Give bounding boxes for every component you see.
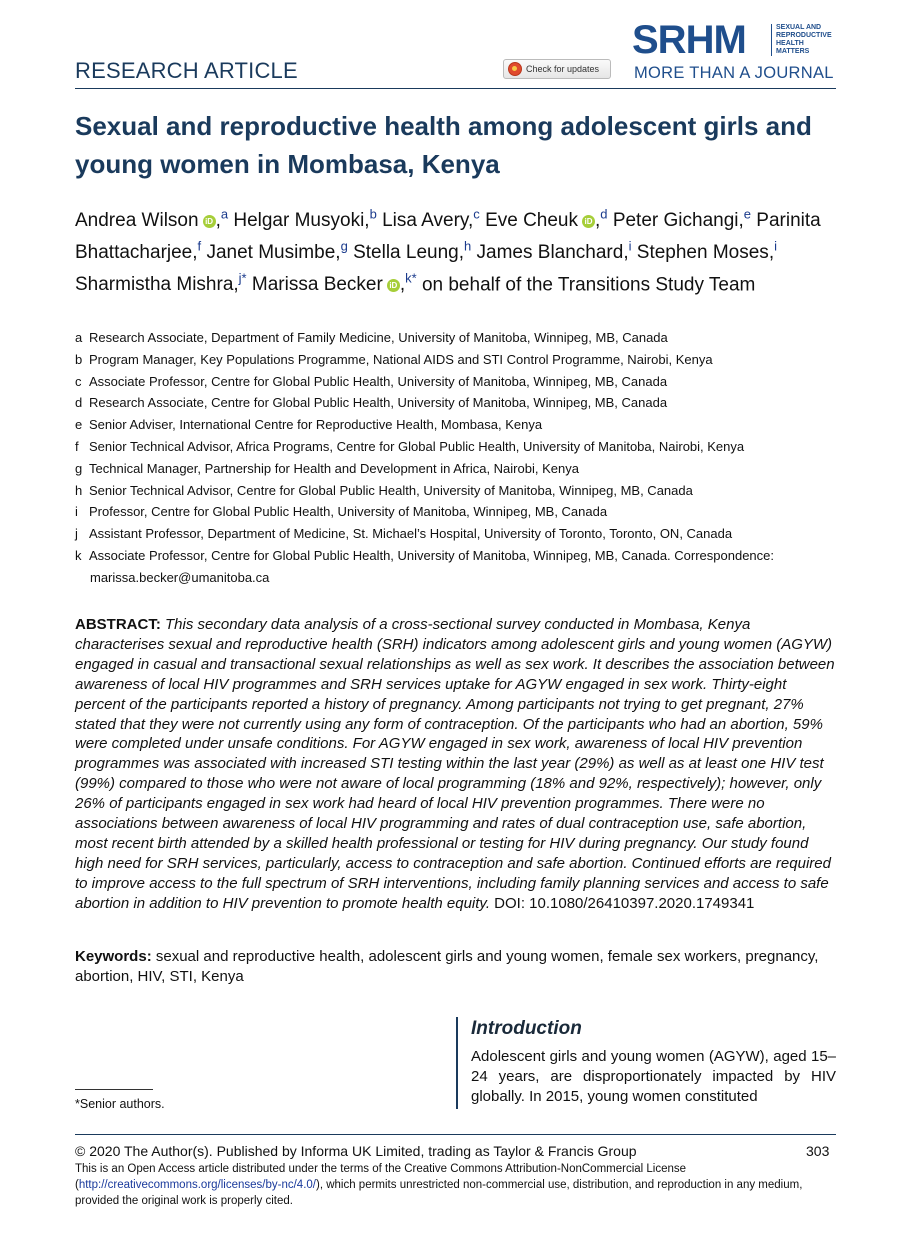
affiliation-text: Associate Professor, Centre for Global Public Health, University of Manitoba, Winnipeg, MB, Canada	[89, 373, 668, 389]
affiliation-item	[75, 545, 837, 567]
author-name: Sharmistha Mishra	[75, 273, 234, 295]
check-for-updates-label: Check for updates	[526, 64, 600, 74]
affiliation-letter: c	[75, 373, 82, 389]
affiliation-letter: j	[75, 526, 78, 542]
license-text: ), which permits unrestricted non-commercial use, distribution, and reproduction in any medium, provided the original work is properly cited.	[75, 1179, 803, 1207]
page-number: 303	[806, 1143, 830, 1159]
affiliation-marker[interactable]: e	[743, 207, 752, 222]
license-text: This is an Open Access article distributed under the terms of the Creative Commons Attribution-NonCommercial License (	[75, 1163, 687, 1191]
author: Eve Cheuk iD ,$^d$	[485, 207, 608, 232]
affiliation-text: Senior Technical Advisor, Africa Programs, Centre for Global Public Health, University of Manitoba, Nairobi, Kenya	[89, 438, 745, 454]
affiliation-marker[interactable]: a	[220, 207, 229, 222]
affiliation-item	[75, 480, 837, 502]
affiliation-item	[75, 349, 837, 371]
check-for-updates-button[interactable]	[503, 59, 611, 79]
author-name: Andrea Wilson	[75, 210, 199, 232]
affiliation-marker[interactable]: h	[464, 238, 472, 254]
article-title: Sexual and reproductive health among adolescent girls and young women in Mombasa, Kenya	[75, 111, 812, 179]
logo-sub-line: MATTERS	[776, 48, 810, 55]
affiliation-list	[75, 327, 837, 589]
correspondence-email[interactable]: marissa.becker@umanitoba.ca	[90, 569, 270, 585]
affiliation-text: Research Associate, Department of Family Medicine, University of Manitoba, Winnipeg, MB, Canada	[89, 330, 668, 345]
author-name: Marissa Becker	[251, 273, 383, 295]
author-name: Janet Musimbe	[206, 242, 336, 264]
affiliation-marker[interactable]: i	[774, 238, 777, 254]
header-divider	[75, 88, 836, 89]
author-name: James Blanchard	[476, 242, 624, 264]
affiliation-item	[75, 327, 837, 349]
author-name: Peter Gichangi	[612, 210, 739, 232]
affiliation-item	[75, 436, 837, 458]
author: Stella Leung,$^h$	[353, 238, 472, 264]
author: Marissa Becker iD ,$^{k*}$	[251, 270, 417, 295]
affiliation-item	[75, 414, 837, 436]
journal-tagline: MORE THAN A JOURNAL	[634, 64, 834, 82]
author-suffix: on behalf of the Transitions Study Team	[421, 273, 756, 295]
affiliation-letter: a	[75, 330, 83, 345]
introduction-heading: Introduction	[471, 1018, 582, 1039]
author: Parinita Bhattacharjee,$^f$	[75, 210, 821, 264]
affiliation-item	[75, 523, 837, 545]
affiliation-letter: h	[75, 482, 83, 498]
affiliation-letter: i	[75, 504, 78, 520]
footer-divider	[75, 1134, 836, 1135]
affiliation-text: Senior Adviser, International Centre for Reproductive Health, Mombasa, Kenya	[89, 417, 543, 433]
author-name: Stella Leung	[353, 242, 459, 264]
affiliation-text: Technical Manager, Partnership for Health and Development in Africa, Nairobi, Kenya	[89, 460, 579, 476]
affiliation-marker[interactable]: i	[628, 238, 632, 254]
orcid-icon[interactable]: iD	[203, 215, 216, 228]
affiliation-letter: f	[75, 438, 79, 454]
keywords	[75, 947, 837, 987]
affiliation-marker[interactable]: g	[340, 238, 348, 254]
abstract-text: This secondary data analysis of a cross-sectional survey conducted in Mombasa, Kenya characterises sexual and reproductive health (SRH) indicators among adolescent girls and young women (AGYW) engaged in casual and transactional sexual relationships as well as sex work. It describes the association between awareness of local HIV programmes and SRH services uptake for AGYW engaged in sex work. Thirty-eight percent of the participants reported a history of pregnancy. Among participants not trying to get pregnant, 27% stated that they were not currently using any form of contraception. Of the participants who had an abortion, 59% were completed under unsafe conditions. For AGYW engaged in sex work, awareness of local HIV prevention programmes was associated with increased STI testing within the last year (29%) as well as at least one HIV test (99%) compared to those who were not aware of local programming (18% and 92%, respectively); however, only 26% of participants engaged in sex work had heard of local HIV prevention programmes. There were no associations between awareness of local HIV programming and rates of dual contraception use, safe abortion, most recent birth attended by a skilled health professional or testing for HIV during pregnancy. Our study found high need for SRH services, particularly, access to contraception and safe abortion. Continued efforts are required to improve access to the full spectrum of SRH interventions, including family planning services and access to safe abortion in addition to HIV prevention to promote health equity.	[75, 616, 835, 912]
affiliation-marker[interactable]: b	[369, 207, 377, 222]
logo-sub-line: HEALTH	[776, 40, 804, 47]
author: Lisa Avery,$^c$	[382, 207, 480, 232]
affiliation-marker[interactable]: f	[197, 238, 202, 254]
logo-sub-line: REPRODUCTIVE	[776, 32, 832, 39]
author-list	[75, 202, 837, 297]
affiliation-letter: g	[75, 460, 83, 476]
footnote-divider	[75, 1089, 153, 1090]
abstract-label: ABSTRACT:	[75, 616, 161, 633]
affiliation-text: Associate Professor, Centre for Global Public Health, University of Manitoba, Winnipeg, MB, Canada. Correspondence:	[89, 547, 775, 563]
introduction-text: Adolescent girls and young women (AGYW), aged 15–24 years, are disproportionately impacted by HIV globally. In 2015, young women constituted	[471, 1048, 836, 1105]
affiliation-item	[75, 501, 837, 523]
affiliation-marker[interactable]: j*	[238, 270, 247, 286]
license-link[interactable]: http://creativecommons.org/licenses/by-nc/4.0/	[78, 1179, 316, 1191]
affiliation-text: Assistant Professor, Department of Medicine, St. Michael’s Hospital, University of Toronto, Toronto, ON, Canada	[89, 526, 733, 542]
affiliation-item	[75, 392, 837, 414]
author-name: Stephen Moses	[636, 242, 769, 264]
crossmark-icon	[508, 62, 522, 76]
affiliation-marker[interactable]: k*	[405, 270, 417, 286]
affiliation-item	[75, 458, 837, 480]
abstract	[75, 615, 837, 914]
journal-logo: SRHM	[632, 18, 746, 62]
author-name: Eve Cheuk	[485, 210, 579, 232]
author: Sharmistha Mishra,$^{j*}$	[75, 270, 247, 295]
author-name: Lisa Avery	[382, 210, 468, 232]
author-name: Helgar Musyoki	[233, 210, 365, 232]
affiliation-marker[interactable]: c	[473, 207, 480, 222]
intro-accent-bar	[456, 1017, 458, 1109]
affiliation-letter: d	[75, 395, 83, 411]
footnote: *Senior authors.	[75, 1097, 165, 1111]
orcid-icon[interactable]: iD	[582, 215, 595, 228]
keywords-text: sexual and reproductive health, adolescent girls and young women, female sex workers, pregnancy, abortion, HIV, STI, Kenya	[75, 948, 819, 985]
author: Helgar Musyoki,$^b$	[233, 207, 377, 232]
affiliation-text: Senior Technical Advisor, Centre for Global Public Health, University of Manitoba, Winnipeg, MB, Canada	[89, 482, 693, 498]
affiliation-text: Research Associate, Centre for Global Public Health, University of Manitoba, Winnipeg, MB, Canada	[89, 395, 668, 411]
affiliation-text: Professor, Centre for Global Public Health, University of Manitoba, Winnipeg, MB, Canada	[89, 504, 608, 520]
author: Peter Gichangi,$^e$	[612, 207, 752, 232]
keywords-label: Keywords:	[75, 948, 152, 965]
orcid-icon[interactable]: iD	[387, 279, 400, 292]
affiliation-item	[75, 371, 837, 393]
affiliation-text: Program Manager, Key Populations Programme, National AIDS and STI Control Programme, Nairobi, Kenya	[89, 351, 713, 367]
copyright: © 2020 The Author(s). Published by Informa UK Limited, trading as Taylor & Francis Group	[75, 1143, 637, 1159]
journal-logo-subtitle	[771, 24, 832, 56]
affiliation-marker[interactable]: d	[600, 207, 608, 222]
author: Janet Musimbe,$^g$	[206, 238, 348, 264]
author-name: Parinita Bhattacharjee	[75, 210, 821, 264]
author: James Blanchard,$^i$	[476, 238, 632, 264]
license-notice	[75, 1161, 837, 1209]
affiliation-letter: k	[75, 547, 82, 563]
author: Andrea Wilson iD ,$^a$	[75, 207, 229, 232]
doi[interactable]: DOI: 10.1080/26410397.2020.1749341	[494, 894, 755, 912]
section-label: RESEARCH ARTICLE	[75, 58, 298, 83]
author: Stephen Moses,$^i$	[636, 238, 777, 264]
affiliation-letter: b	[75, 351, 83, 367]
affiliation-letter: e	[75, 417, 83, 433]
logo-sub-line: SEXUAL AND	[776, 24, 822, 31]
